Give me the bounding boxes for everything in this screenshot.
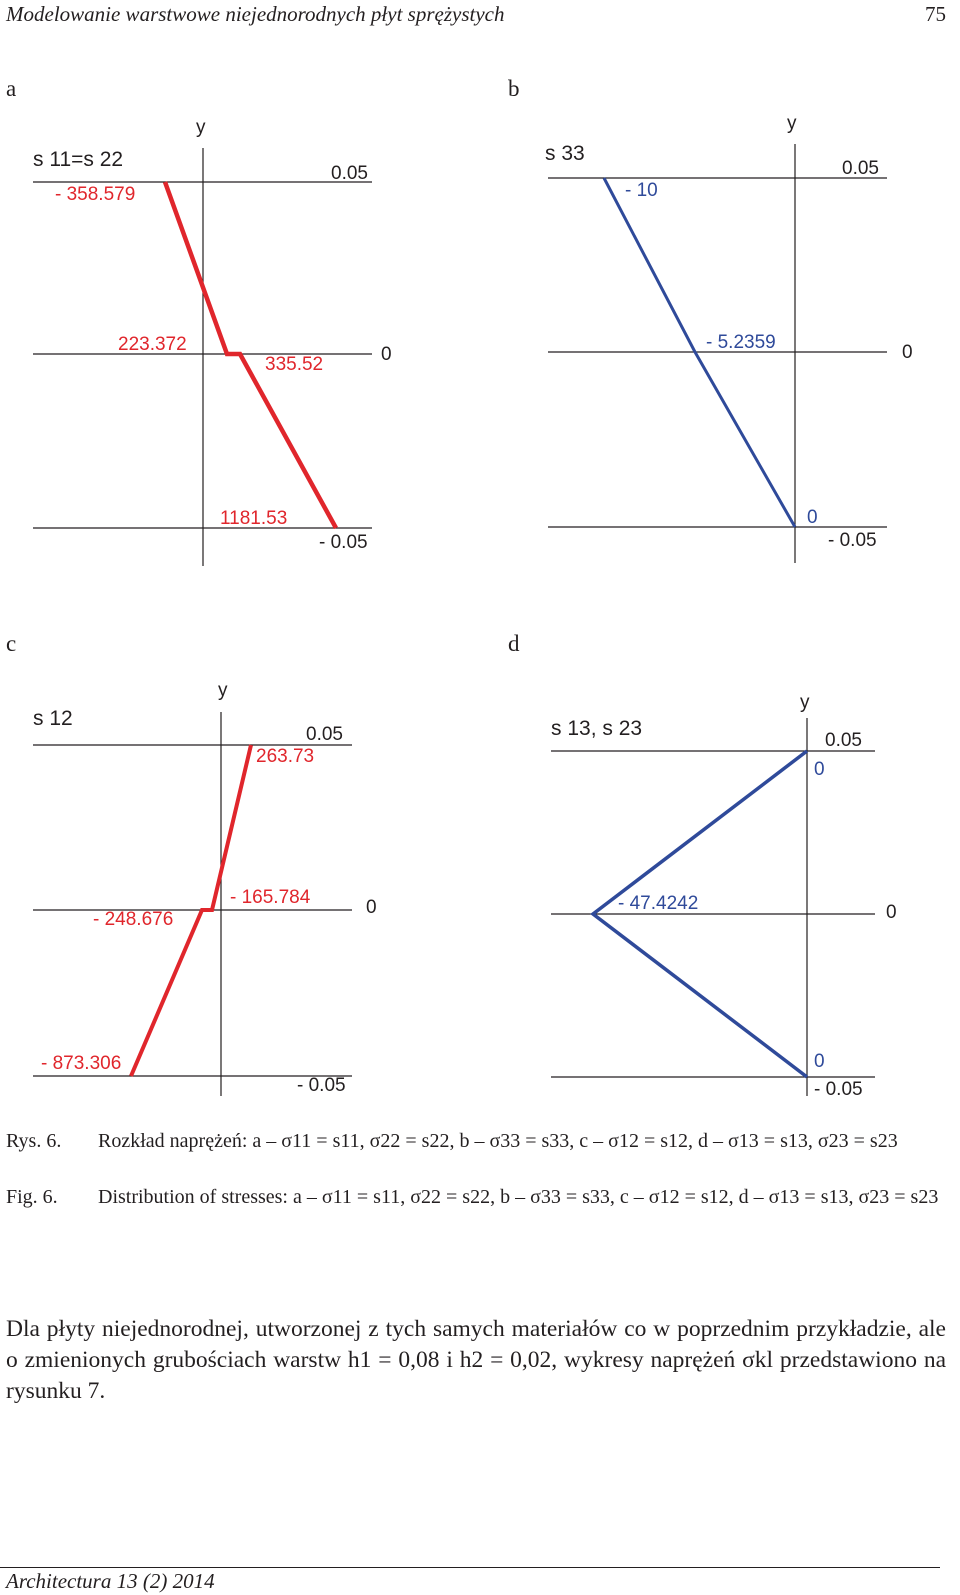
panel-label-b: b xyxy=(508,76,520,101)
caption-polish-label: Rys. 6. xyxy=(6,1130,62,1152)
panel-a-bottom-thickness: - 0.05 xyxy=(319,532,368,553)
panel-d-mid-value: - 47.4242 xyxy=(618,893,699,914)
panel-b-title: s 33 xyxy=(545,142,585,165)
panel-a-bottom-value: 1181.53 xyxy=(220,508,288,529)
page-number: 75 xyxy=(925,2,946,26)
panel-c-diagram xyxy=(33,680,377,1096)
panel-b-mid-value: - 5.2359 xyxy=(706,332,776,353)
panel-c-top-thickness: 0.05 xyxy=(306,724,343,745)
panel-c-title: s 12 xyxy=(33,707,73,730)
panel-d-bottom-thickness: - 0.05 xyxy=(814,1079,863,1100)
panel-a-y-label: y xyxy=(196,117,206,138)
panel-label-a: a xyxy=(6,76,17,101)
panel-a-title: s 11=s 22 xyxy=(33,148,124,171)
panel-c-mid-left-value: - 248.676 xyxy=(93,909,174,930)
panel-b-diagram xyxy=(545,113,913,563)
panel-c-mid-thickness: 0 xyxy=(366,897,377,918)
journal-footer: Architectura 13 (2) 2014 xyxy=(6,1569,215,1593)
caption-english-label: Fig. 6. xyxy=(6,1186,58,1208)
panel-c-bottom-value: - 873.306 xyxy=(41,1053,122,1074)
caption-polish-text: Rozkład naprężeń: a – σ11 = s11, σ22 = s22, b – σ33 = s33, c – σ12 = s12, d – σ13 = s13, σ23 = s23 xyxy=(98,1130,898,1152)
panel-b-bottom-value: 0 xyxy=(807,507,818,528)
panel-d-y-label: y xyxy=(800,692,810,713)
panel-label-c: c xyxy=(6,631,17,656)
panel-b-top-value: - 10 xyxy=(625,180,658,201)
header-title: Modelowanie warstwowe niejednorodnych płyt sprężystych xyxy=(6,2,505,26)
panel-a-top-value: - 358.579 xyxy=(55,184,136,205)
panel-d-diagram xyxy=(551,692,897,1100)
panel-b-bottom-thickness: - 0.05 xyxy=(828,530,877,551)
footer-rule xyxy=(0,1567,940,1568)
panel-b-y-label: y xyxy=(787,113,797,134)
panel-b-top-thickness: 0.05 xyxy=(842,158,879,179)
panel-a-top-thickness: 0.05 xyxy=(331,163,368,184)
panel-d-title: s 13, s 23 xyxy=(551,717,643,740)
panel-d-bottom-value: 0 xyxy=(814,1051,825,1072)
caption-english xyxy=(6,1183,946,1239)
panel-a-mid-right-value: 335.52 xyxy=(265,354,324,375)
body-paragraph: Dla płyty niejednorodnej, utworzonej z tych samych materiałów co w poprzednim przykładzie, ale o zmienionych grubościach warstw h1 = 0,08 i h2 = 0,02, wykresy naprężeń σkl przedstawiono na rysunku 7. xyxy=(6,1316,946,1404)
panel-d-mid-thickness: 0 xyxy=(886,902,897,923)
panel-d-top-thickness: 0.05 xyxy=(825,730,862,751)
panel-a-mid-thickness: 0 xyxy=(381,344,392,365)
caption-english-text: Distribution of stresses: a – σ11 = s11, σ22 = s22, b – σ33 = s33, c – σ12 = s12, d – σ13 = s13, σ23 = s23 xyxy=(98,1186,939,1208)
panel-d-top-value: 0 xyxy=(814,759,825,780)
panel-a-mid-left-value: 223.372 xyxy=(118,334,187,355)
panel-a-diagram xyxy=(33,117,392,566)
panel-c-y-label: y xyxy=(218,680,228,701)
panel-c-top-value: 263.73 xyxy=(256,746,315,767)
panel-c-bottom-thickness: - 0.05 xyxy=(297,1075,346,1096)
panel-label-d: d xyxy=(508,631,520,656)
panel-b-mid-thickness: 0 xyxy=(902,342,913,363)
panel-c-mid-right-value: - 165.784 xyxy=(230,887,311,908)
caption-polish xyxy=(6,1127,946,1183)
